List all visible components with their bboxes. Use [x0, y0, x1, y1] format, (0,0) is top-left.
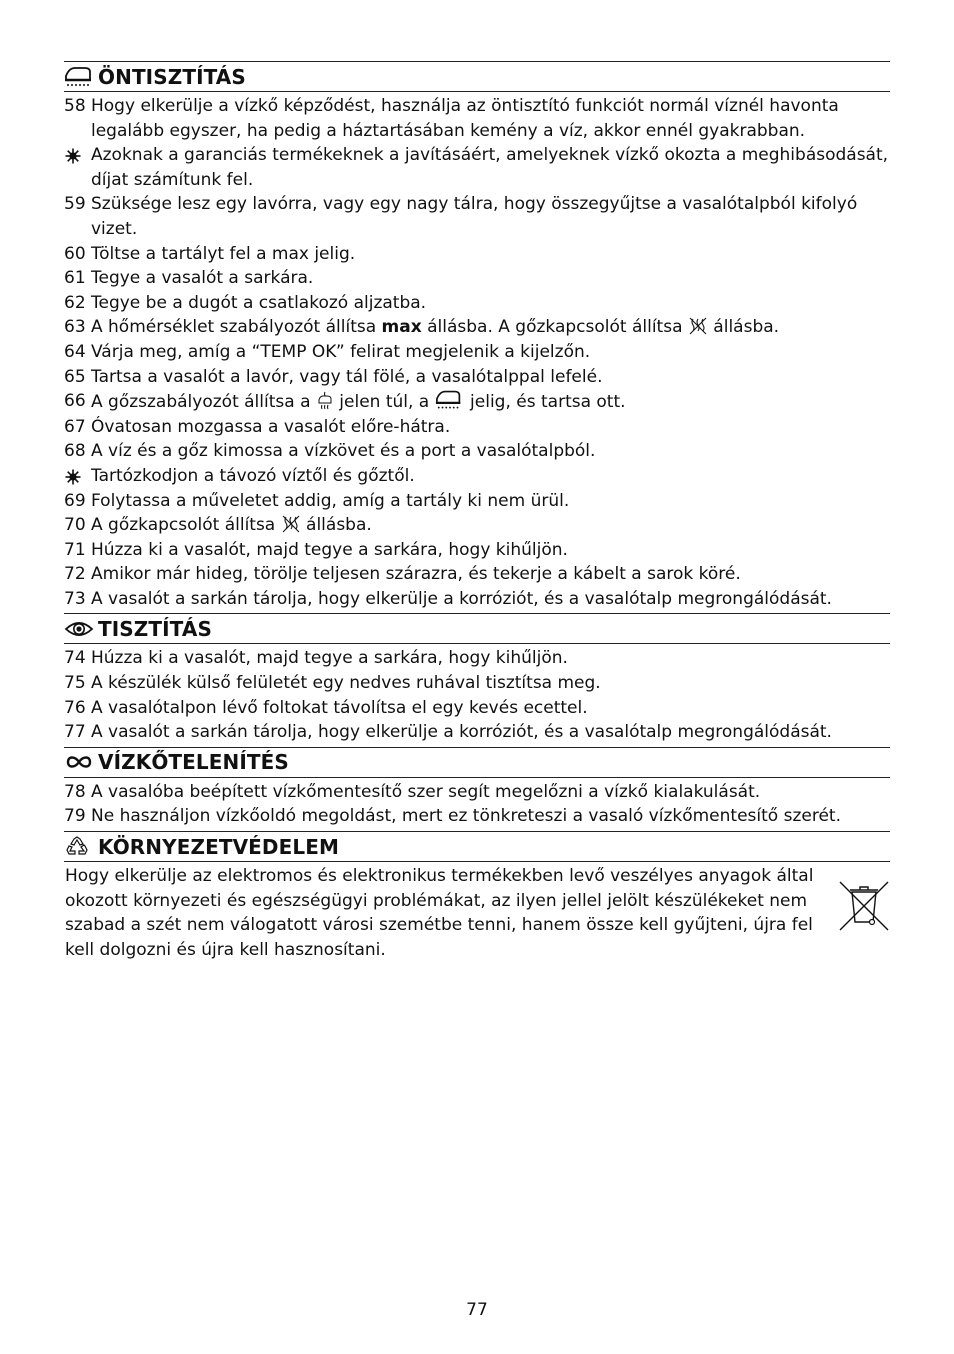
- item-number: 58: [64, 96, 86, 116]
- item-text: Tartózkodjon a távozó víztől és gőztől.: [91, 465, 415, 486]
- item-text-part: A gőzszabályozót állítsa a: [91, 392, 316, 413]
- environment-text: Hogy elkerülje az elektromos és elektronikus termékekben levő veszélyes anyagok által okozott környezeti és egészségügyi problémákat, az ilyen jellel jelölt készülékeket nem szabad a szét nem válogatott városi szemétbe tenni, hanem össze kell gyűjteni, újra fel kell dolgozni és újra kell hasznosítani.: [65, 866, 814, 960]
- item-text-part: állásba.: [300, 515, 372, 536]
- list-item: [64, 439, 890, 464]
- item-number: 66: [64, 391, 86, 412]
- item-number: 75: [64, 673, 86, 694]
- section-title: TISZTÍTÁS: [98, 616, 212, 641]
- page-number: 77: [466, 1300, 488, 1320]
- list-item: [64, 587, 890, 612]
- list-item: [64, 415, 890, 440]
- list-item: [64, 671, 890, 696]
- item-number: 76: [64, 697, 86, 718]
- item-text: Hogy elkerülje a vízkő képződést, használja az öntisztító funkciót normál víznél havonta legalább egyszer, ha pedig a háztartásában kemény a víz, akkor ennél gyakrabban.: [91, 96, 839, 141]
- list-item: [64, 720, 890, 745]
- item-number: 69: [64, 490, 86, 511]
- page-content: [64, 61, 890, 962]
- section-title: VÍZKŐTELENÍTÉS: [98, 750, 289, 775]
- steam-off-icon: [281, 514, 301, 534]
- warning-star-icon: [65, 148, 81, 164]
- section-header-environment: [64, 831, 890, 862]
- warning-star-icon: [65, 469, 81, 485]
- item-text-part: állásba.: [707, 317, 780, 338]
- cleaning-list: [64, 644, 890, 746]
- section-header-descale: [64, 747, 890, 778]
- item-text-part: jelig, és tartsa ott.: [464, 392, 626, 413]
- item-number: 71: [64, 539, 86, 560]
- item-text: A vasalóba beépített vízkőmentesítő szer segít megelőzni a vízkő kialakulását.: [91, 781, 761, 802]
- item-text-part: A hőmérséklet szabályozót állítsa: [91, 317, 382, 338]
- crossed-bin-icon: [838, 878, 890, 934]
- list-item: [64, 94, 890, 143]
- item-number: 61: [64, 268, 86, 289]
- section-header-selfclean: [64, 61, 890, 92]
- infinity-icon: [64, 750, 98, 774]
- item-number: 65: [64, 366, 86, 387]
- iron-self-clean-icon: [435, 389, 465, 411]
- list-item: [64, 291, 890, 316]
- item-number: 60: [64, 243, 86, 264]
- eye-icon: [64, 617, 98, 641]
- item-text: A víz és a gőz kimossa a vízkövet és a port a vasalótalpból.: [91, 441, 596, 462]
- item-text: A vasalótalpon lévő foltokat távolítsa el egy kevés ecettel.: [91, 697, 588, 718]
- item-text-part: A gőzkapcsolót állítsa: [91, 515, 281, 536]
- steam-off-icon: [688, 316, 708, 336]
- list-item: [64, 646, 890, 671]
- item-number: 78: [64, 781, 86, 802]
- item-number: 68: [64, 441, 86, 462]
- item-text: Töltse a tartályt fel a max jelig.: [91, 243, 356, 264]
- item-number: 63: [64, 317, 86, 338]
- item-text: Óvatosan mozgassa a vasalót előre-hátra.: [91, 416, 451, 437]
- item-text: Húzza ki a vasalót, majd tegye a sarkára, hogy kihűljön.: [91, 539, 568, 560]
- item-number: 67: [64, 416, 86, 437]
- list-item: [64, 266, 890, 291]
- item-number: 77: [64, 722, 86, 743]
- list-item: [64, 365, 890, 390]
- item-number: 73: [64, 588, 86, 609]
- item-number: 62: [64, 292, 86, 313]
- item-number: 59: [64, 194, 86, 215]
- recycle-icon: [64, 835, 98, 859]
- list-item: [64, 389, 890, 415]
- item-text-bold: max: [381, 317, 422, 338]
- item-text: Azoknak a garanciás termékeknek a javításáért, amelyeknek vízkő okozta a meghibásodását, díjat számítunk fel.: [91, 145, 889, 190]
- list-item: [64, 489, 890, 514]
- steam-regulator-icon: [316, 391, 334, 411]
- list-item: [64, 696, 890, 721]
- item-text: A készülék külső felületét egy nedves ruhával tisztítsa meg.: [91, 673, 601, 694]
- item-text: Szüksége lesz egy lavórra, vagy egy nagy tálra, hogy összegyűjtse a vasalótalpból kifolyó vizet.: [91, 194, 858, 239]
- item-text: Várja meg, amíg a “TEMP OK” felirat megjelenik a kijelzőn.: [91, 341, 591, 362]
- item-text-part: állásba. A gőzkapcsolót állítsa: [421, 317, 688, 338]
- item-text-part: jelen túl, a: [333, 392, 435, 413]
- item-text: A vasalót a sarkán tárolja, hogy elkerülje a korróziót, és a vasalótalp megrongálódását.: [91, 588, 832, 609]
- warning-note: [64, 143, 890, 192]
- list-item: [64, 804, 890, 829]
- item-text: Folytassa a műveletet addig, amíg a tartály ki nem ürül.: [91, 490, 570, 511]
- item-text: A vasalót a sarkán tárolja, hogy elkerülje a korróziót, és a vasalótalp megrongálódását.: [91, 722, 832, 743]
- item-text: Tegye be a dugót a csatlakozó aljzatba.: [91, 292, 427, 313]
- item-number: 79: [64, 806, 86, 827]
- section-title: ÖNTISZTÍTÁS: [98, 64, 246, 89]
- item-number: 74: [64, 648, 86, 669]
- selfclean-list: [64, 92, 890, 613]
- section-header-cleaning: [64, 613, 890, 644]
- item-number: 64: [64, 341, 86, 362]
- item-text: Tartsa a vasalót a lavór, vagy tál fölé, a vasalótalppal lefelé.: [91, 366, 603, 387]
- list-item: [64, 780, 890, 805]
- item-text: Tegye a vasalót a sarkára.: [91, 268, 314, 289]
- item-text: Húzza ki a vasalót, majd tegye a sarkára, hogy kihűljön.: [91, 648, 568, 669]
- list-item: [64, 242, 890, 267]
- list-item: [64, 538, 890, 563]
- item-text: Amikor már hideg, törölje teljesen szárazra, és tekerje a kábelt a sarok köré.: [91, 564, 741, 585]
- warning-note: [64, 464, 890, 489]
- list-item: [64, 192, 890, 241]
- list-item: [64, 340, 890, 365]
- item-number: 70: [64, 515, 86, 536]
- iron-self-clean-icon: [64, 65, 98, 89]
- descale-list: [64, 778, 890, 831]
- environment-body: [64, 862, 890, 962]
- list-item: [64, 315, 890, 340]
- item-number: 72: [64, 564, 86, 585]
- item-text: Ne használjon vízkőoldó megoldást, mert ez tönkreteszi a vasaló vízkőmentesítő szerét.: [91, 806, 841, 827]
- section-title: KÖRNYEZETVÉDELEM: [98, 834, 340, 859]
- list-item: [64, 562, 890, 587]
- list-item: [64, 513, 890, 538]
